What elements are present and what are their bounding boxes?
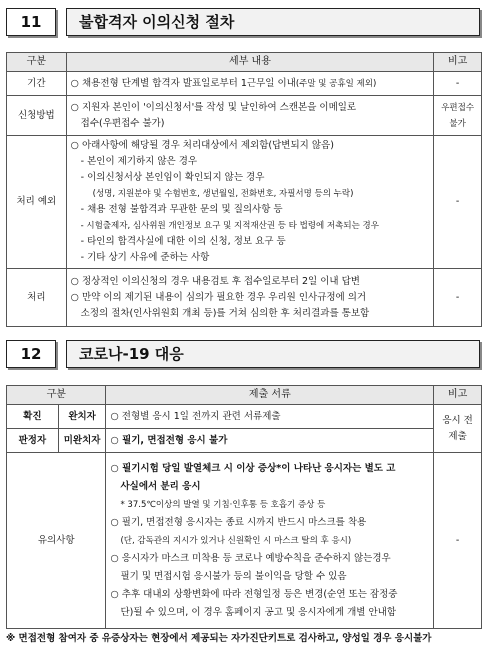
table-header-row (7, 386, 482, 405)
header-note: 비고 (434, 53, 482, 72)
footer-note: ※ 면접전형 참여자 중 유증상자는 현장에서 제공되는 자가진단키트로 검사하고, 양성일 경우 응시불가 (6, 633, 432, 644)
content-line: (성명, 지원분야 및 수험번호, 생년월일, 전화번호, 자필서명 등의 누락) (92, 189, 354, 199)
row-note: - (434, 453, 482, 629)
table-row (7, 72, 482, 96)
content-line-small: (주말 및 공휴일 제외) (295, 78, 377, 89)
content-line: ○ 필기시험 당일 발열체크 시 이상 증상*이 나타난 응시자는 별도 고 (110, 462, 396, 474)
content-line: ○ 채용전형 단계별 합격자 발표일로부터 1근무일 이내 (70, 77, 296, 89)
content-line: - 기타 상기 사유에 준하는 사항 (80, 252, 210, 263)
content-line: - 타인의 합격사실에 대한 이의 신청, 정보 요구 등 (80, 236, 286, 247)
section-number: 11 (6, 8, 56, 36)
content-line: ○ 필기, 면접전형 응시자는 종료 시까지 반드시 마스크를 착용 (110, 516, 367, 528)
content-line: ○ 정상적인 이의신청의 경우 내용검토 후 접수일로부터 2일 이내 답변 (70, 275, 360, 287)
row-content (66, 72, 434, 96)
row-content (66, 96, 434, 136)
row-note: - (434, 269, 482, 327)
content-line: - 시험출제자, 심사위원 개인정보 요구 및 지적재산권 등 타 법령에 저촉되는 경우 (80, 221, 379, 231)
row-label-group: 판정자 (7, 429, 59, 453)
section-title: 불합격자 이의신청 절차 (66, 8, 480, 36)
content-line: - 채용 전형 불합격과 무관한 문의 및 질의사항 등 (80, 204, 283, 215)
content-line: ○ 필기, 면접전형 응시 불가 (110, 434, 228, 446)
row-label-group: 확진 (7, 405, 59, 429)
content-line: * 37.5℃이상의 발열 및 기침·인후통 등 호흡기 증상 등 (120, 499, 326, 510)
content-line: ○ 아래사항에 해당될 경우 처리대상에서 제외함(답변되지 않음) (70, 140, 334, 151)
table-row (7, 453, 482, 629)
appeal-procedure-table (6, 52, 482, 327)
row-label-sub: 미완치자 (58, 429, 106, 453)
content-line: (단, 감독관의 지시가 있거나 신원확인 시 마스크 탈의 후 응시) (120, 535, 352, 546)
content-line: 사실에서 분리 응시 (120, 480, 201, 492)
header-note: 비고 (434, 386, 482, 405)
table-row (7, 269, 482, 327)
section-number: 12 (6, 340, 56, 368)
content-line: 필기 및 면접시험 응시불가 등의 불이익을 당할 수 있음 (120, 570, 347, 582)
covid-response-table (6, 385, 482, 629)
row-content (66, 136, 434, 269)
content-line: ○ 지원자 본인이 '이의신청서'를 작성 및 날인하여 스캔본을 이메일로 (70, 101, 357, 113)
table-row (7, 429, 482, 453)
section-11-header (6, 8, 480, 36)
content-line: 단)될 수 있으며, 이 경우 홈페이지 공고 및 응시자에게 개별 안내함 (120, 606, 396, 618)
row-content (106, 405, 434, 429)
content-line: 접수(우편접수 불가) (80, 117, 165, 129)
section-12-header (6, 340, 480, 368)
content-line: - 본인이 제기하지 않은 경우 (80, 156, 198, 167)
row-label: 기간 (7, 72, 67, 96)
content-line: 소정의 절차(인사위원회 개최 등)를 거쳐 심의한 후 처리결과를 통보함 (80, 307, 370, 319)
header-category: 구분 (7, 53, 67, 72)
content-line: - 이의신청서상 본인임이 확인되지 않는 경우 (80, 172, 265, 183)
content-line: ○ 추후 대내외 상황변화에 따라 전형일정 등은 변경(순연 또는 잠정중 (110, 588, 398, 600)
row-label: 유의사항 (7, 453, 106, 629)
row-label: 처리 예외 (7, 136, 67, 269)
header-documents: 제출 서류 (106, 386, 434, 405)
content-line: ○ 응시자가 마스크 미착용 등 코로나 예방수칙을 준수하지 않는경우 (110, 552, 391, 564)
row-note: - (434, 136, 482, 269)
row-content (106, 453, 434, 629)
content-line: ○ 만약 이의 제기된 내용이 심의가 필요한 경우 우리원 인사규정에 의거 (70, 291, 367, 303)
content-line: ○ 전형별 응시 1일 전까지 관련 서류제출 (110, 410, 281, 422)
row-label: 처리 (7, 269, 67, 327)
table-header-row (7, 53, 482, 72)
row-note: 응시 전 제출 (434, 405, 482, 453)
header-details: 세부 내용 (66, 53, 434, 72)
section-title: 코로나-19 대응 (66, 340, 480, 368)
header-category: 구분 (7, 386, 106, 405)
row-content (106, 429, 434, 453)
row-label: 신청방법 (7, 96, 67, 136)
table-row (7, 96, 482, 136)
row-content (66, 269, 434, 327)
table-row (7, 136, 482, 269)
table-row (7, 405, 482, 429)
row-label-sub: 완치자 (58, 405, 106, 429)
row-note: - (434, 72, 482, 96)
row-note: 우편접수 불가 (434, 96, 482, 136)
